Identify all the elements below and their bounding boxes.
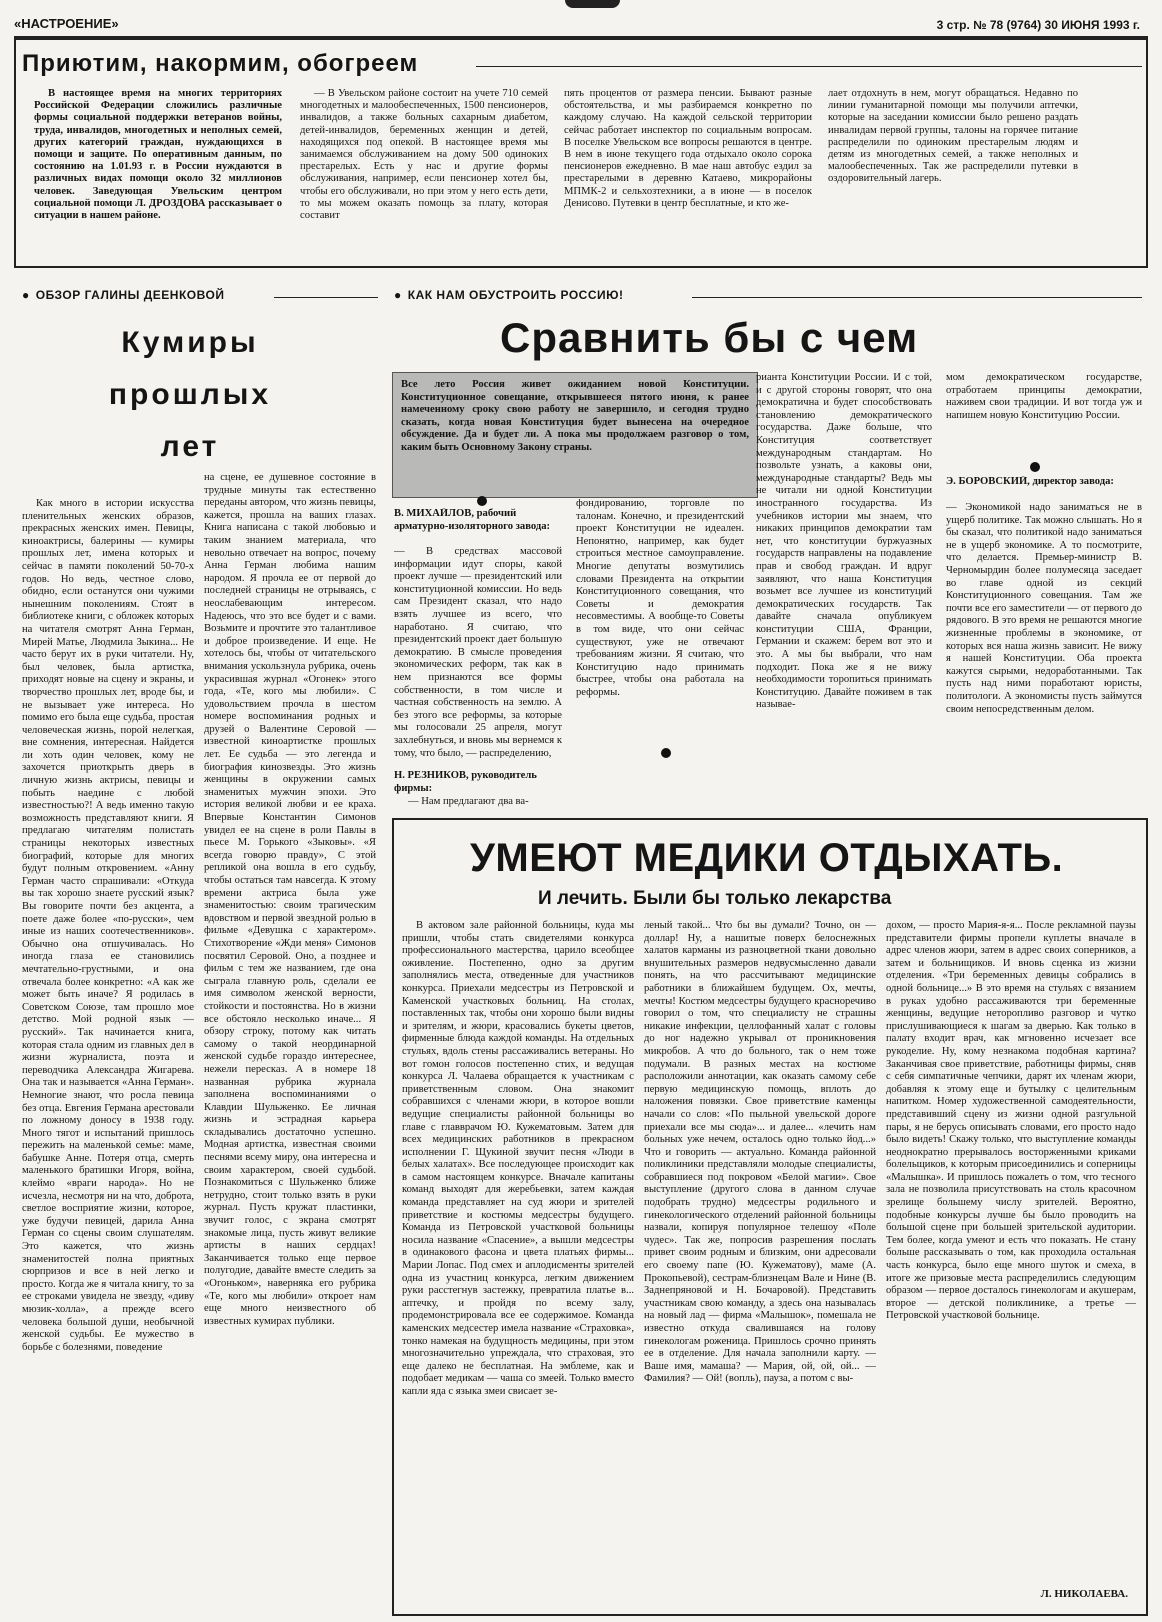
title-rule <box>476 66 1142 67</box>
masthead-fragment <box>565 0 620 8</box>
medics-author: Л. НИКОЛАЕВА. <box>1040 1588 1128 1600</box>
russia-lead: Все лето Россия живет ожиданием новой Конституции. Конституционное совещание, открывшееся пятого июня, к ранее намеченному сроку свою работу не завершило, и сегодня трудно сказать, когда новая Конституция будет вынесена на очередное обсуждение. Да и будет ли. А пока мы продолжаем разговор о том, каким быть Основному Закону страны. <box>392 372 758 498</box>
review-col1: Как много в истории искусства пленительных женских образов, прекрасных женских имен. Певицы, киноактрисы, балерины — кумиры прошлых лет, имена которых и сейчас в памяти поколений 50-70-х годов. Но ведь, честное слово, обидно, если останутся они чужими нынешним поколениям. Стоят в библиотеке книги, с обложек которых на читателя смотрят Анна Герман, Мирей Матье, Людмила Зыкина... Не часто берут их в руки читатели. Ну, был человек, была артистка, приходят новые на сцену и экраны, и творчество прошлых лет, вроде бы, и не вызывает уже интереса. Но помимо его была еще судьба, простая человеческая жизнь, порой нелегкая, вне сомнения, интересная. Найдется ли хоть один человек, кому не захочется приоткрыть дверь в личную жизнь актрисы, певицы и побыть наедине с любой известностью?! А ведь именно такую возможность представляют книги. Я предлагаю читателям полистать страницы некоторых известных биографий, которые для многих будут полным откровением. «Анну Герман часто спрашивали: «Откуда вы так хорошо знаете русский язык? Вы говорите почти без акцента, а поете даже более «по-русски», чем иные из наших соотечественников». Обычно она отшучивалась. Но иногда глаза ее становились мечтательно-грустными, и она отвечала более конкретно: «А как же может быть иначе? Я родилась в Советском Союзе, там прошло мое детство. Мой родной язык — русский». Так начинается книга, которая стала одним из главных дел в жизни журналиста, поэта и переводчика Александра Жигарева. Она так и называется «Анна Герман». Немногие знают, что росла певица без отца. Евгения Германа арестовали по ложному доносу в 1938 году. Много тягот и испытаний пришлось пережить на маленькой семье: маме, бабушке Анне. Потеря отца, смерть маленького братишки Игоря, война, клеймо «враги народа». Но не исчезла, несмотря ни на что, доброта, светлое восприятие жизни, которое, уже будучи певицей, дарила Анна Герман со сцены своим слушателям. Это кажется, что жизнь знаменитостей полна приятных сюрпризов и все в ней легко и просто. Когда же я читала книгу, то за ее строками увидела не звезду, «диву мюзик-холла», а прежде всего человека большой души, необычной женской судьбы. Ее мужество в борьбе с болезнями, поведение <box>22 498 194 1353</box>
russia-title: Сравнить бы с чем <box>500 314 919 361</box>
russia-col2: фондированию, торговле по талонам. Конечно, и президентский проект Конституции не идеален. Непонятно, например, как будет строиться местное самоуправление. Многие депутаты возмутились словами Президента на открытии Конституционного совещания, что Советы и демократия несовместимы. А вообще-то Советы в том виде, что они сейчас существуют, уже не отвечают требованиям жизни. Я считаю, что Конституцию надо принимать быстрее, чтобы она работала на реформы. <box>576 498 744 698</box>
separator-dot <box>661 748 671 758</box>
russia-rubric: ● КАК НАМ ОБУСТРОИТЬ РОССИЮ! <box>394 288 623 302</box>
review-rubric: ● ОБЗОР ГАЛИНЫ ДЕЕНКОВОЙ <box>22 288 224 302</box>
section-name: «НАСТРОЕНИЕ» <box>14 16 119 31</box>
russia-col4b: — Экономикой надо заниматься не в ущерб политике. Так можно слышать. Но я бы сказал, что политикой надо заниматься не в ущерб экономике. А то посмотрите, что делается. Премьер-министр В. Черномырдин более полумесяца заседает во главе одной из секций Конституционного совещания. Там же почти все его заместители — от первого до рядового. В это время не решаются многие жизненные проблемы в экономике, от которых вся наша жизнь зависит. Не вижу я нашей Конституции. Оба проекта кажутся сырыми, недоработанными. Так пусть над ними поработают юристы, политологи. А экономисты пусть займутся своим непосредственным делом. <box>946 502 1142 715</box>
russia-rubric-line <box>692 297 1142 298</box>
medics-col3: дохом, — просто Мария-я-я... После рекламной паузы представители фирмы пропели куплеты вначале в адрес членов жюри, затем в адрес своих соперников, а затем и больнищиков. И вновь сценка из жизни отделения. «Три беременных девицы собрались в одной больнице...» В это время на стульях с вязанием в руках удобно рассаживаются три беременные женщины, ведущие неторопливо разговор и чутко прислушивающиеся к шагам за дверью. Как только в палату входит врач, как мгновенно исчезает все рукоделие. Ну, кому незнакома подобная картина? Заканчивая свое приветствие, работницы фирмы, сняв с себя симпатичные чепчики, дарят их членам жюри, добавляя к этому еще и бутылку с целительным напитком. Номер художественной самодеятельности, представивший сцену из жизни одной разгульной пары, я не берусь описывать словами, его просто надо было видеть! Скажу только, что выступление команды неоднократно прерывалось восторженными криками болельщиков, к которым присоединились и соперницы «Малышка». И пришлось пожалеть о том, что тесного зала не позволила присутствовать на столь красочном зрелище большему числу зрителей. Вероятно, подобные конкурсы лучше бы было проводить на большой сцене при большей зрительской аудитории. Тем более, когда умеют и есть что показать. Не стану больше рассказывать о том, как проходила остальная часть конкурса, было еще много шуток и смеха, в итоге же призовые места распределились следующим образом — первое досталось гинекологам и акушерам, второе — детской поликлинике, а третье — Петровской участковой больнице. <box>886 920 1136 1322</box>
medics-title: УМЕЮТ МЕДИКИ ОТДЫХАТЬ. <box>470 836 1064 880</box>
issue-info: 3 стр. № 78 (9764) 30 ИЮНЯ 1993 г. <box>936 18 1140 32</box>
russia-author3: Э. БОРОВСКИЙ, директор завода: <box>946 476 1114 487</box>
medics-col1: В актовом зале районной больницы, куда мы пришли, чтобы стать свидетелями конкурса профессионального мастерства, царило всеобщее оживление. Постепенно, одно за другим заполнялись места, отведенные для участников конкурса. Приехали медсестры из Петровской и Каменской участковых больниц. На столах, поставленных так, чтобы они хорошо были видны и зрителям, и жюри, красовались букеты цветов, фирменные блюда каждой команды. На отдельных стульях, вдоль стены рассаживались ветераны. Но вот гомон голосов постепенно стих, и ведущая конкурса Л. Чалаева обращается к участникам с приветственным словом. Она знакомит собравшихся с членами жюри, в которое вошли ведущие специалисты районной больницы во главе с главврачом Ю. Кужематовым. Затем для всех медицинских работников в прекрасном исполнении Г. Щукиной звучит песня «Люди в белых халатах». Все последующее происходит как в самом настоящем конкурсе. Вначале капитаны команд выходят для жеребьевки, затем каждая команда представляет на суд жюри и зрителей приветствие и костюмы медсестры будущего. Команда из Петровской участковой больницы носила название «Спасение», а вышли медсестры в одинакового фасона и цвета платьях фирмы... Марии Лопас. Под смех и аплодисменты зрителей одна из участниц конкурса, легким движением руки расстегнув застежку, превратила платье в... аптечку, и пройдя по всему залу, продемонстрировала все ее содержимое. Команда каменских медсестер имела название «Страховка», тонко намекая на будущность медицины, при этом многозначительно упреждала, что страховая, это еще далеко не бесплатная. На эмблеме, как и подобает медикам — чаша со змеей. Только вместо капли яда с языка змеи свисает зе- <box>402 920 634 1397</box>
russia-col1: — В средствах массовой информации идут споры, какой проект лучше — президентский или конституционной комиссии. Но ведь сам Президент сказал, что надо взять лучшее из всего, что наработано. Я считаю, что президентский проект дает большую демократию. В смысле проведения экономических реформ, так как в нем признаются все формы собственности, в том числе и частная собственность на землю. А без этого все реформы, за которые мы голосовали 25 апреля, могут захлебнуться, и вновь мы вернемся к тому, что было, — распределению, <box>394 546 562 758</box>
top-article-title: Приютим, накормим, обогреем <box>22 50 419 77</box>
russia-col1b: — Нам предлагают два ва- <box>408 796 529 807</box>
top-article-lead: В настоящее время на многих территориях Российской Федерации сложились различные формы социальной поддержки ветеранов войны, труда, инвалидов, многодетных и неполных семей, других категорий граждан, нуждающихся в помощи и защите. По оперативным данным, по состоянию на 1.01.93 г. в России нуждаются в различных видах помощи около 32 миллионов человек. Заведующая Увельским центром социальной помощи Л. ДРОЗДОВА рассказывает о ситуации в нашем районе. <box>34 88 282 222</box>
review-col2: на сцене, ее душевное состояние в трудные минуты так естественно переданы автором, что жизнь певицы, кажется, прошла на ваших глазах. Книга написана с такой любовью и таким знанием материала, что невольно отвечает на вопрос, почему Анна Герман любима нашим народом. Я прочла ее от первой до последней страницы не отрываясь, с неослабевающим интересом. Надеюсь, что это все будет и с вами. Возьмите и прочтите это талантливое и доброе произведение. И еще. Не хотелось бы, чтобы от читательского внимания ускользнула рубрика, очень украсившая журнал «Огонек» этого года, «Те, кого мы любили». С удовольствием прочла в шестом номере воспоминания родных и друзей о Валентине Серовой — известной киноартистке прошлых лет. Ее судьба — это легенда и биография кинозвезды. Это жизнь женщины в окружении самых знаменитых мужчин эпохи. Это история великой любви и ее краха. Впервые Константин Симонов увидел ее на сцене в роли Павлы в пьесе М. Горького «Зыковы». «Я всегда говорю правду», С этой репликой она вошла в его судьбу, чтобы остаться там навсегда. К этому времени актриса была уже знаменитостью: своим трагическим вдовством и первой звездной ролью в фильме «Девушка с характером». Стихотворение «Жди меня» Симонов посвятил Серовой. Оно, а позднее и фильм с тем же названием, где она сыграла главную роль, сделали ее имя символом женской верности, стойкости и постоянства. Но в жизни все обстояло несколько иначе... Я обзору строку, потому как читать самому о такой неординарной женской судьбе гораздо интереснее, нежели пересказ. А в номере 18 названная рубрика журнала заполнена воспоминаниями о Клавдии Шульженко. Ее личная жизнь и эстрадная карьера складывались достаточно успешно. Модная артистка, известная своими песнями всему миру, она интересна и своим характером, своей судьбой. Познакомиться с Шульженко ближе нетрудно, стоит только взять в руки журнал. Пусть кружат пластинки, звучит голос, с экрана смотрят знакомые лица, пусть живут великие артисты в наших сердцах! Заканчивается только еще первое полугодие, давайте вместе следить за «Огоньком», наверняка его рубрика «Те, кого мы любили» откроет нам еще много неизвестного об известных кумирах публики. <box>204 472 376 1327</box>
separator-dot <box>477 496 487 506</box>
separator-dot <box>1030 462 1040 472</box>
top-article-col3: пять процентов от размера пенсии. Бывают разные обстоятельства, и мы разбираемся конкретно по каждому случаю. На каждой сельской территории сейчас работает инспектор по социальным вопросам. В поселке Увельском все вопросы решаются в центре. В нем в июне текущего года отдыхало около сорока пенсионеров ежедневно. В мае наш автобус ездил за престарелыми в деревню Катаево, микрорайоны МПМК-2 и сельхозтехники, а в июне — в поселок Денисово. Путевки в центр бесплатные, и кто же- <box>564 88 812 209</box>
top-article-col2: — В Увельском районе состоит на учете 710 семей многодетных и малообеспеченных, 1500 пенсионеров, инвалидов, а также больных сахарным диабетом, детей-инвалидов, беременных женщин и детей, находящихся под опекой. В настоящее время мы занимаемся обслуживанием на дому 500 одиноких престарелых. Есть у нас и другие формы обслуживания, например, если пенсионер хотел бы, чтобы его обслуживали, но при этом у него есть дети, то мы можем оказать помощь за плату, которая составит <box>300 88 548 222</box>
russia-col4: мом демократическом государстве, отработаем принципы демократии, наживем свои традиции. И вот тогда уж и напишем новую Конституцию России. <box>946 372 1142 421</box>
medics-subtitle: И лечить. Были бы только лекарства <box>538 888 892 909</box>
review-rubric-line <box>274 297 378 298</box>
review-title-line2: прошлых <box>108 378 272 411</box>
review-title-line3: лет <box>160 430 220 463</box>
medics-col2: леный такой... Что бы вы думали? Точно, он — доллар! Ну, а нашитые поверх белоснежных халатов карманы из разноцветной ткани довольно внушительных размеров недвусмысленно давали понять, на что рассчитывают медицинские работники в ближайшем будущем. Ох, мечты, мечты! Костюм медсестры будущего красноречиво говорил о том, что специалисту не страшны никакие инфекции, целлофанный халат с головы до ног надежно укрывал от проникновения микробов. А что до больного, так о нем тоже подумали. В разных местах на костюме расположили аннотации, как оказать самому себе первую медицинскую помощь, вплоть до наложения повязки. Свое приветствие каменцы начали со слов: «По пыльной увельской дороге приехали все мы сюда»... и далее... «лечить нам больных уже нечем, осталось одно только йод...» Что и говорить — актуально. Команда районной поликлиники представляли молодые специалисты, собравшиеся под покровом «Белой магии». Свое выступление (другого слова в данном случае подобрать трудно) медсестры родильного и гинекологического отделений районной больницы назвали, копируя популярное телешоу «Поле чудес». Так же, попросив разрешения послать привет своим родным и близким, они адресовали его своему папе (Ю. Кужематову), маме (А. Прокопьевой), сестрам-близнецам Вале и Нине (В. Заднепряновой и Н. Бочаровой). Представить участникам свою команду, а здесь она называлась на новый лад — фирма «Малышок», помешала не известно откуда свалившаяся на голову гинекологам роженица. Пришлось срочно принять ее в отделение. Для начала заполнили карту. — Ваше имя, мамаша? — Мария, ой, ой, ой... — Фамилия? — Ой! (вопль), пауза, а потом с вы- <box>644 920 876 1385</box>
review-title-line1: Кумиры <box>121 326 259 359</box>
russia-col3: рианта Конституции России. И с той, и с другой стороны говорят, что она демократична и будет способствовать становлению демократического государства. Даже больше, что Конституция соответствует международным стандартам. Но позвольте узнать, а каковы они, международные стандарты? Ведь мы не читали ни одной Конституции иностранного государства. Из учебников истории мы знаем, что никаких принципов демократии там нет, что конституции буржуазных государств направлены на подавление прав и свобод граждан. И вдруг заявляют, что наша Конституция возьмет все лучшее из конституций демократических государств. Так давайте сначала опубликуем конституции США, Франции, Германии и скажем: берем вот это и это. А мы бы выбрали, что нам подходит. Пока же я не вижу необходимости торопиться принимать Конституцию. Давайте поживем в так называе- <box>756 372 932 711</box>
top-article-col4: лает отдохнуть в нем, могут обращаться. Недавно по линии гуманитарной помощи мы получили аптечки, которые на заседании комиссии было решено раздать инвалидам первой группы, талоны на горячее питание распределили по одиноким престарелым людям и детям из многодетных семей, а также неполных и малообеспеченных. Так же распределили путевки в оздоровительный лагерь. <box>828 88 1078 185</box>
russia-author1: В. МИХАЙЛОВ, рабочий арматурно-изоляторного завода: <box>394 508 551 532</box>
russia-author2: Н. РЕЗНИКОВ, руководитель фирмы: <box>394 770 537 794</box>
